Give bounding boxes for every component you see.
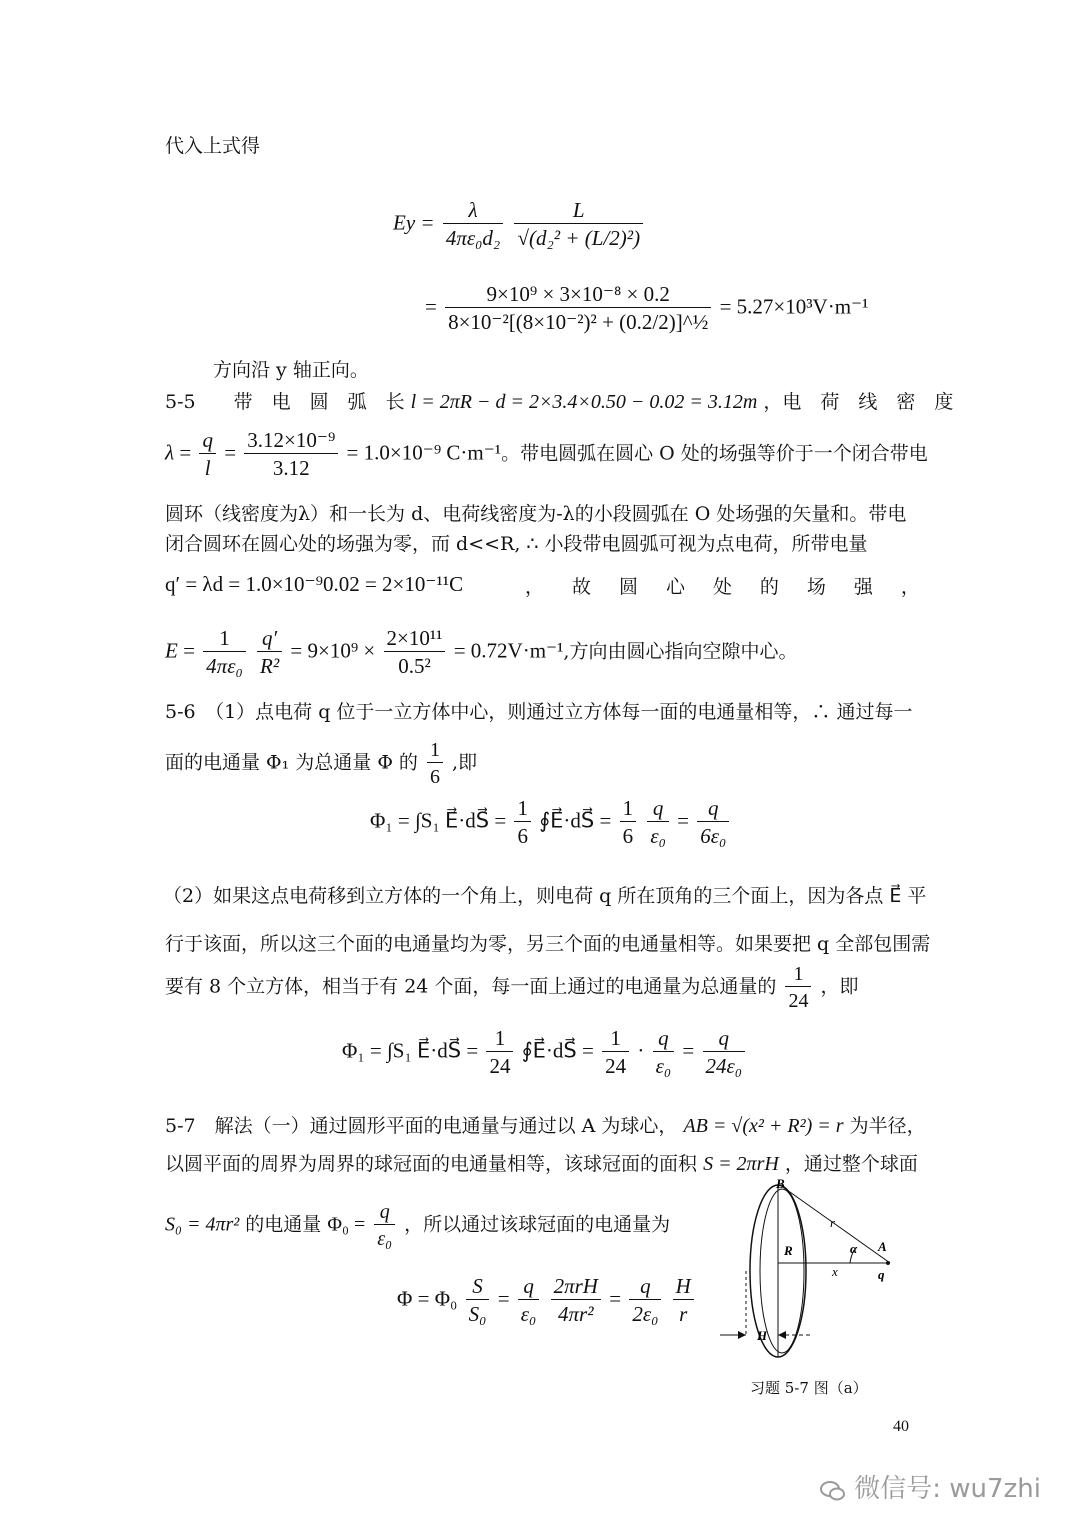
phi-equation-2: Φ₁ = ∫S₁ E⃗·dS⃗ = $\frac{1}{24}$ ∮E⃗·dS⃗ = $\frac{1}{24}$ · $\frac{q}{\text{ε₀}}$ = $\frac{q}{\text{24ε₀}}$: [342, 1026, 748, 1079]
ey2-num: 9×10⁹ × 3×10⁻⁸ × 0.2: [486, 282, 670, 306]
phi-b2: ∮E⃗·dS⃗ =: [521, 1038, 594, 1063]
phi-a: Φ₁ = ∫S₁ E⃗·dS⃗ =: [370, 808, 507, 833]
word: 场: [806, 576, 826, 598]
s57-b-tail: ，通过整个球面: [784, 1153, 918, 1175]
wechat-icon: [820, 1479, 846, 1501]
s57-s-eq: S = 2πrH: [703, 1153, 779, 1175]
ey-lambda: λ: [468, 198, 478, 222]
e-num2: 2×10¹¹: [386, 626, 443, 650]
watermark-text: 微信号: wu7zhi: [854, 1474, 1041, 1504]
label-alpha: α: [850, 1241, 858, 1256]
phi-equation-3: Φ = Φ₀ $\frac{S}{\text{S₀}}$ = $\frac{q}{\text{ε₀}}$ $\frac{\text{2πrH}}{\text{4πr²}}$ = $\frac{q}{\text{2ε₀}}$ $\frac{H}{r}$: [397, 1274, 697, 1327]
s57-a-tail: 为半径，: [849, 1115, 926, 1137]
e-result: = 0.72V·m⁻¹: [453, 638, 564, 663]
s57-s0-eq: S₀ = 4πr²: [165, 1213, 240, 1236]
phi-equation-1: Φ₁ = ∫S₁ E⃗·dS⃗ = $\frac{1}{6}$ ∮E⃗·dS⃗ = $\frac{1}{6}$ $\frac{q}{\text{ε₀}}$ = $\frac{q}{\text{6ε₀}}$: [370, 796, 732, 849]
label-H: H: [757, 1328, 768, 1343]
s57-c-mid: 的电通量: [245, 1213, 322, 1236]
s57-b-head: 以圆平面的周界为周界的球冠面的电通量相等，该球冠面的面积: [165, 1153, 698, 1175]
phi-c: Φ = Φ₀: [397, 1286, 458, 1311]
watermark: [820, 1468, 1041, 1505]
lambda-equation: λ = $\frac{q}{l}$ = $\frac{\text{3.12×10⁻⁹}}{3.12}$ = 1.0×10⁻⁹ C·m⁻¹。带电圆弧在圆心 O 处的场强等价于一个闭合带电: [165, 428, 928, 480]
word: 的: [759, 576, 779, 598]
word: 强: [853, 576, 873, 598]
e-den2: 0.5²: [384, 651, 446, 679]
ey-radical: √(d₂² + (L/2)²): [514, 223, 643, 251]
s56-line-b: 面的电通量 Φ₁ 为总通量 Φ 的 $\frac{1}{6}$ ,即: [165, 739, 478, 788]
s55-head: 5-5 带 电 圆 弧 长: [165, 391, 405, 413]
s56-line-c: （2）如果这点电荷移到立方体的一个角上，则电荷 q 所在顶角的三个面上，因为各点 E⃗ 平: [163, 885, 927, 907]
figure-5-7a: [700, 1175, 920, 1370]
label-q: q: [878, 1267, 885, 1282]
figure-caption: 习题 5-7 图（a）: [750, 1379, 868, 1397]
q-prime-eq: q′ = λd = 1.0×10⁻⁹0.02 = 2×10⁻¹¹C: [165, 572, 464, 596]
s56-e-head: 要有 8 个立方体，相当于有 24 个面，每一面上通过的电通量为总通量的: [165, 975, 777, 998]
s55-arc-eq: l = 2πR − d = 2×3.4×0.50 − 0.02 = 3.12m: [410, 391, 758, 413]
label-x: x: [832, 1264, 838, 1279]
word: 故: [571, 576, 591, 598]
page-number: 40: [893, 1418, 909, 1435]
s55-line-f: ,方向由圆心指向空隙中心。: [563, 640, 798, 663]
word: 圆: [618, 576, 638, 598]
ey-lhs: Ey =: [393, 210, 435, 235]
s57-c-tail: ，所以通过该球冠面的电通量为: [404, 1213, 671, 1236]
phi-b: Φ₁ = ∫S₁ E⃗·dS⃗ =: [342, 1038, 479, 1063]
s56-e-tail: ，即: [820, 975, 859, 998]
s57-line-a: [165, 1114, 926, 1138]
direction-y-text: 方向沿 y 轴正向。: [213, 359, 369, 381]
lam-num: 3.12×10⁻⁹: [247, 428, 336, 452]
label-R: R: [784, 1243, 793, 1258]
s57-line-b: [165, 1152, 918, 1176]
word: 心: [665, 576, 685, 598]
s55-line-e-words: [525, 572, 920, 599]
s56-b-tail: ,即: [452, 751, 478, 774]
s57-line-c: S₀ = 4πr² 的电通量 Φ₀ = $\frac{q}{\text{ε₀}}$ ，所以通过该球冠面的电通量为: [165, 1201, 671, 1250]
s56-line-e: 要有 8 个立方体，相当于有 24 个面，每一面上通过的电通量为总通量的 $\frac{1}{24}$ ，即: [165, 963, 859, 1012]
s55-tail: ，电 荷 线 密 度: [763, 391, 954, 413]
ey2-result: = 5.27×10³V·m⁻¹: [719, 294, 869, 319]
e-field-equation: E = $\frac{1}{\text{4πε₀}}$ $\frac{q'}{\text{R²}}$ = 9×10⁹ × $\frac{\text{2×10¹¹}}{\text{0.5²}}$ = 0.72V·m⁻¹,方向由圆心指向空隙中心。: [165, 626, 798, 678]
lam-result: = 1.0×10⁻⁹ C·m⁻¹: [346, 440, 502, 465]
s57-ab-eq: AB = √(x² + R²) = r: [683, 1115, 844, 1137]
ey-den: 4πε₀d₂: [443, 223, 503, 251]
ey-L: L: [572, 198, 585, 222]
s55-line-d: 闭合圆环在圆心处的场强为零，而 d<<R, ∴ 小段带电圆弧可视为点电荷，所带电量: [165, 533, 868, 555]
word: ，: [900, 576, 920, 598]
s55-line-c: 圆环（线密度为λ）和一长为 d、电荷线密度为-λ的小段圆弧在 O 处场强的矢量和。带电: [165, 503, 907, 525]
lam-den: 3.12: [244, 453, 338, 481]
label-B: B: [776, 1176, 785, 1191]
ey-equation: [393, 198, 646, 251]
label-r: r: [830, 1215, 836, 1230]
word: ，: [525, 576, 545, 598]
s57-a-head: 5-7 解法（一）通过圆形平面的电通量与通过以 A 为球心，: [165, 1115, 678, 1137]
word: 处: [712, 576, 732, 598]
ey-numeric: = $\frac{\text{9×10⁹ × 3×10⁻⁸ × 0.2}}{\text{8×10⁻²[(8×10⁻²)² + (0.2/2)]\textasciicircum{}½}}$ = 5.27×10³V·m⁻¹: [425, 282, 869, 334]
label-A: A: [878, 1239, 887, 1254]
s56-line-d: 行于该面，所以这三个面的电通量均为零，另三个面的电通量相等。如果要把 q 全部包围需: [165, 933, 931, 955]
s55-line-b: 。带电圆弧在圆心 O 处的场强等价于一个闭合带电: [501, 442, 928, 465]
ey2-den: 8×10⁻²[(8×10⁻²)² + (0.2/2)]^½: [445, 307, 711, 335]
phi-a2: ∮E⃗·dS⃗ =: [539, 808, 612, 833]
s56-b-head: 面的电通量 Φ₁ 为总通量 Φ 的: [165, 751, 418, 774]
s55-line-a: [165, 390, 953, 414]
intro-text: 代入上式得: [165, 135, 261, 157]
s56-line-a: 5-6 （1）点电荷 q 位于一立方体中心，则通过立方体每一面的电通量相等，∴ 通过每一: [165, 701, 913, 723]
